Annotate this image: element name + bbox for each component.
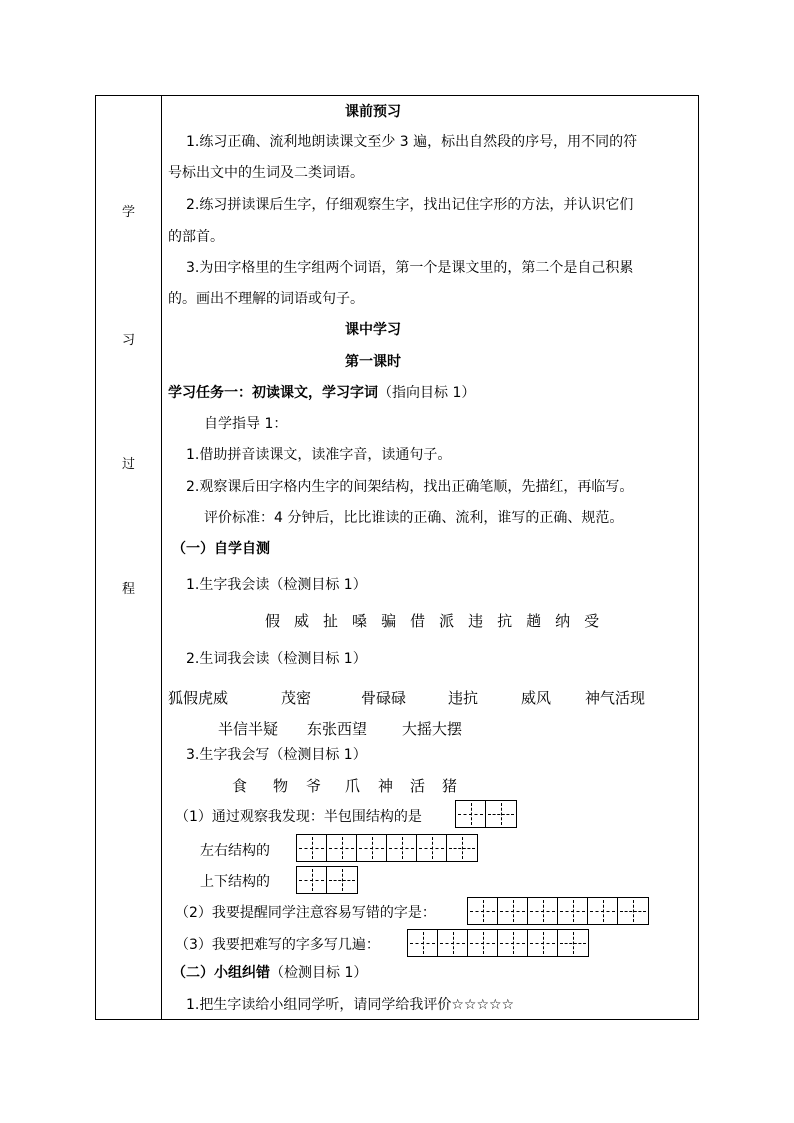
lesson-title: 课中学习 bbox=[345, 322, 401, 338]
write-char: 物 bbox=[273, 777, 289, 795]
self-test-heading: （一）自学自测 bbox=[172, 541, 270, 557]
word: 茂密 bbox=[281, 689, 312, 707]
write-char: 猪 bbox=[442, 777, 458, 795]
char: 纳 bbox=[555, 612, 571, 630]
preview-item-2b: 的部首。 bbox=[168, 229, 224, 245]
write-char: 爪 bbox=[345, 777, 361, 795]
group-heading-target: （检测目标 1） bbox=[270, 965, 368, 981]
question-3: （3）我要把难写的字多写几遍： bbox=[175, 937, 380, 953]
preview-title: 课前预习 bbox=[345, 104, 401, 120]
char: 派 bbox=[439, 612, 455, 630]
guide-item-2: 2.观察课后田字格内生字的间架结构，找出正确笔顺，先描红，再临写。 bbox=[186, 479, 634, 495]
group-heading bbox=[172, 964, 367, 982]
side-label-cheng: 程 bbox=[121, 582, 135, 597]
top-bottom-label: 上下结构的 bbox=[200, 874, 270, 890]
write-char: 食 bbox=[232, 777, 248, 795]
word: 骨碌碌 bbox=[361, 689, 407, 707]
write-label: 3.生字我会写（检测目标 1） bbox=[186, 747, 367, 763]
tianzige-grid-semi-enclosed[interactable] bbox=[455, 800, 517, 828]
task-heading-main: 学习任务一：初读课文，学习字词 bbox=[168, 385, 378, 401]
char: 抗 bbox=[497, 612, 513, 630]
char: 借 bbox=[410, 612, 426, 630]
write-char: 爷 bbox=[306, 777, 322, 795]
write-char: 活 bbox=[410, 777, 426, 795]
preview-item-2a: 2.练习拼读课后生字，仔细观察生字，找出记住字形的方法，并认识它们 bbox=[186, 197, 634, 213]
criteria: 评价标准：4 分钟后，比比谁读的正确、流利，谁写的正确、规范。 bbox=[204, 510, 624, 526]
char: 骗 bbox=[381, 612, 397, 630]
word: 大摇大摆 bbox=[402, 720, 463, 738]
left-right-label: 左右结构的 bbox=[200, 843, 270, 859]
preview-item-3b: 的。画出不理解的词语或句子。 bbox=[168, 291, 364, 307]
group-heading-main: （二）小组纠错 bbox=[172, 965, 270, 981]
char: 威 bbox=[294, 612, 310, 630]
task-heading-target: （指向目标 1） bbox=[378, 385, 476, 401]
side-label-guo: 过 bbox=[121, 457, 135, 472]
char: 违 bbox=[468, 612, 484, 630]
guide-item-1: 1.借助拼音读课文，读准字音，读通句子。 bbox=[186, 447, 452, 463]
tianzige-grid-top-bottom[interactable] bbox=[296, 866, 358, 894]
task-heading bbox=[168, 384, 475, 402]
preview-item-1a: 1.练习正确、流利地朗读课文至少 3 遍，标出自然段的序号，用不同的符 bbox=[186, 134, 638, 150]
char: 扯 bbox=[323, 612, 339, 630]
word: 违抗 bbox=[448, 689, 479, 707]
side-label-xi: 习 bbox=[121, 333, 135, 348]
question-2: （2）我要提醒同学注意容易写错的字是： bbox=[175, 905, 436, 921]
char: 受 bbox=[584, 612, 600, 630]
group-item-1: 1.把生字读给小组同学听，请同学给我评价☆☆☆☆☆ bbox=[186, 997, 515, 1013]
char: 嗓 bbox=[352, 612, 368, 630]
question-1: （1）通过观察我发现：半包围结构的是 bbox=[175, 809, 422, 825]
char: 假 bbox=[265, 612, 281, 630]
preview-item-1b: 号标出文中的生词及二类词语。 bbox=[168, 165, 364, 181]
guide-label: 自学指导 1： bbox=[204, 416, 288, 432]
char-list bbox=[265, 612, 613, 630]
tianzige-grid-practice[interactable] bbox=[407, 929, 589, 957]
lesson-period: 第一课时 bbox=[345, 354, 401, 370]
tianzige-grid-mistakes[interactable] bbox=[467, 897, 649, 925]
word: 半信半疑 bbox=[218, 720, 279, 738]
word: 狐假虎威 bbox=[168, 689, 229, 707]
preview-item-3a: 3.为田字格里的生字组两个词语，第一个是课文里的，第二个是自己积累 bbox=[186, 260, 634, 276]
word: 神气活现 bbox=[585, 689, 646, 707]
read-words-label: 2.生词我会读（检测目标 1） bbox=[186, 651, 367, 667]
write-char: 神 bbox=[378, 777, 394, 795]
word: 威风 bbox=[521, 689, 552, 707]
tianzige-grid-left-right[interactable] bbox=[296, 834, 478, 862]
word: 东张西望 bbox=[307, 720, 368, 738]
side-label-xue: 学 bbox=[121, 205, 135, 220]
char: 趟 bbox=[526, 612, 542, 630]
read-chars-label: 1.生字我会读（检测目标 1） bbox=[186, 577, 367, 593]
